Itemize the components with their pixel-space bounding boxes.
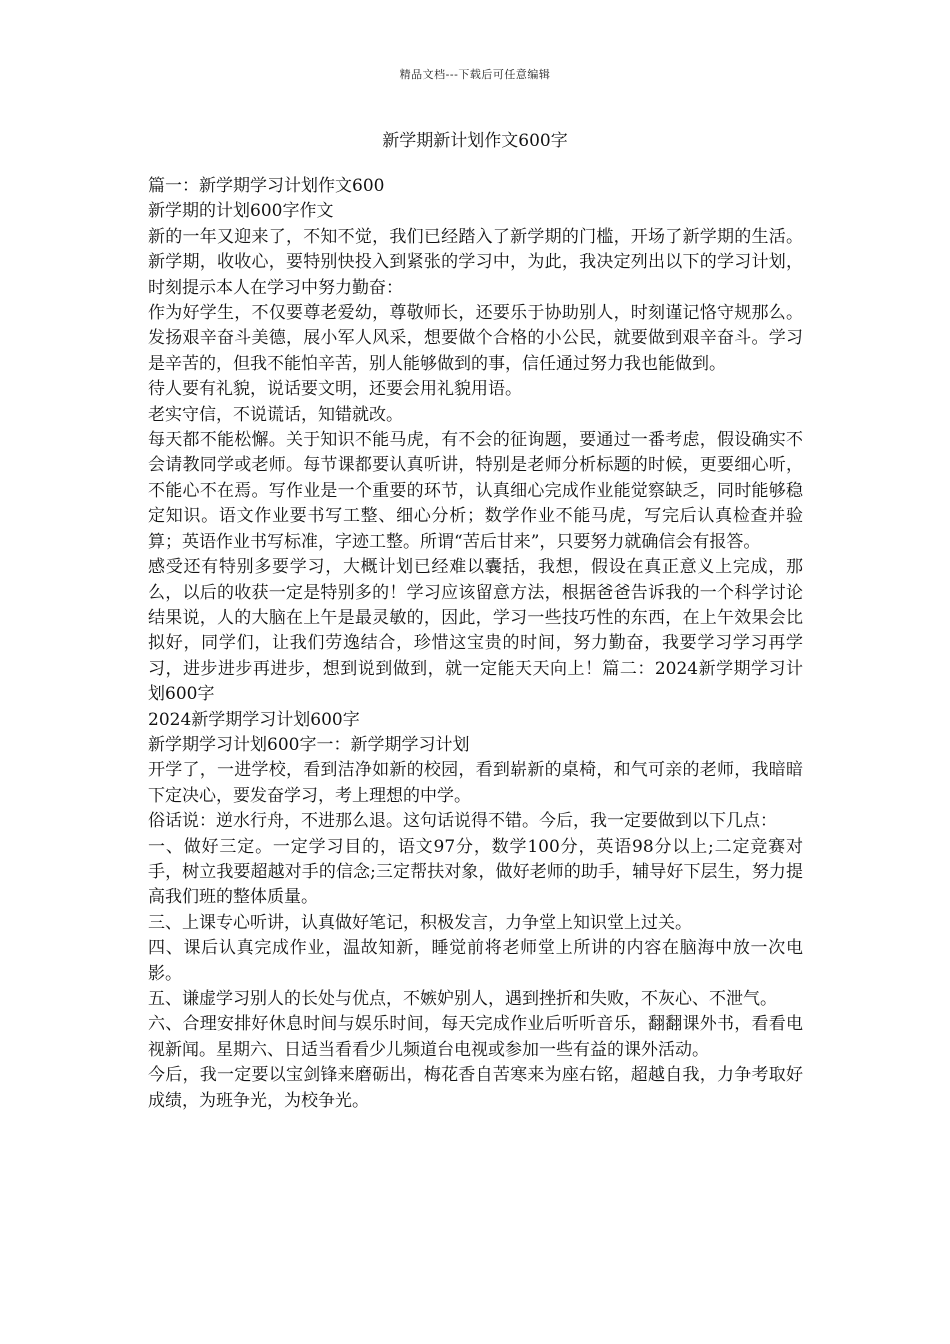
paragraph: 作为好学生，不仅要尊老爱幼，尊敬师长，还要乐于协助别人，时刻谨记恪守规那么。发扬艰辛奋斗美德，展小军人风采，想要做个合格的小公民，就要做到艰辛奋斗。学习是辛苦的，但我不能怕辛苦，别人能够做到的事，信任通过努力我也能做到。 xyxy=(148,303,803,374)
document-body xyxy=(148,174,803,1114)
paragraph: 五、谦虚学习别人的长处与优点，不嫉妒别人，遇到挫折和失败，不灰心、不泄气。 xyxy=(148,989,777,1009)
paragraph: 篇一：新学期学习计划作文600 xyxy=(148,176,385,196)
paragraph: 新的一年又迎来了，不知不觉，我们已经踏入了新学期的门槛，开场了新学期的生活。新学期，收收心，要特别快投入到紧张的学习中，为此，我决定列出以下的学习计划，时刻提示本人在学习中努力勤奋： xyxy=(148,226,803,298)
paragraph: 开学了，一进学校，看到洁净如新的校园，看到崭新的桌椅，和气可亲的老师，我暗暗下定决心，要发奋学习，考上理想的中学。 xyxy=(148,760,803,806)
paragraph: 老实守信，不说谎话，知错就改。 xyxy=(148,404,403,425)
paragraph: 待人要有礼貌，说话要文明，还要会用礼貌用语。 xyxy=(148,379,522,400)
paragraph: 一、做好三定。一定学习目的，语文97分，数学100分，英语98分以上;二定竞赛对手，树立我要超越对手的信念;三定帮扶对象，做好老师的助手，辅导好下层生，努力提高我们班的整体质量。 xyxy=(148,836,803,908)
paragraph: 三、上课专心听讲，认真做好笔记，积极发言，力争堂上知识堂上过关。 xyxy=(148,912,692,933)
paragraph: 六、合理安排好休息时间与娱乐时间，每天完成作业后听听音乐，翻翻课外书，看看电视新闻。星期六、日适当看看少儿频道台电视或参加一些有益的课外活动。 xyxy=(148,1014,803,1060)
paragraph: 今后，我一定要以宝剑锋来磨砺出，梅花香自苦寒来为座右铭，超越自我，力争考取好成绩，为班争光，为校争光。 xyxy=(148,1065,803,1111)
document-title: 新学期新计划作文600字 xyxy=(382,131,568,151)
paragraph: 新学期的计划600字作文 xyxy=(148,201,334,222)
paragraph: 每天都不能松懈。关于知识不能马虎，有不会的征询题，要通过一番考虑，假设确实不会请教同学或老师。每节课都要认真听讲，特别是老师分析标题的时候，更要细心听，不能心不在焉。写作业是一个重要的环节，认真细心完成作业能觉察缺乏，同时能够稳定知识。语文作业要书写工整、细心分析；数学作业不能马虎，写完后认真检查并验算；英语作业书写标准，字迹工整。所谓“苦后甘来”，只要努力就确信会有报答。 xyxy=(148,430,803,552)
paragraph: 新学期学习计划600字一：新学期学习计划 xyxy=(148,734,470,755)
paragraph: 2024新学期学习计划600字 xyxy=(148,709,360,730)
paragraph: 感受还有特别多要学习，大概计划已经难以囊括，我想，假设在真正意义上完成，那么，以后的收获一定是特别多的！学习应该留意方法，根据爸爸告诉我的一个科学讨论结果说，人的大脑在上午是最灵敏的，因此，学习一些技巧性的东西，在上午效果会比拟好，同学们，让我们劳逸结合，珍惜这宝贵的时间，努力勤奋，我要学习学习再学习，进步进步再进步，想到说到做到，就一定能天天向上！篇二：2024新学期学习计划600字 xyxy=(148,557,803,705)
paragraph: 四、课后认真完成作业，温故知新，睡觉前将老师堂上所讲的内容在脑海中放一次电影。 xyxy=(148,938,803,984)
paragraph: 俗话说：逆水行舟，不进那么退。这句话说得不错。今后，我一定要做到以下几点： xyxy=(148,811,777,832)
page-header: 精品文档---下载后可任意编辑 xyxy=(399,68,551,81)
